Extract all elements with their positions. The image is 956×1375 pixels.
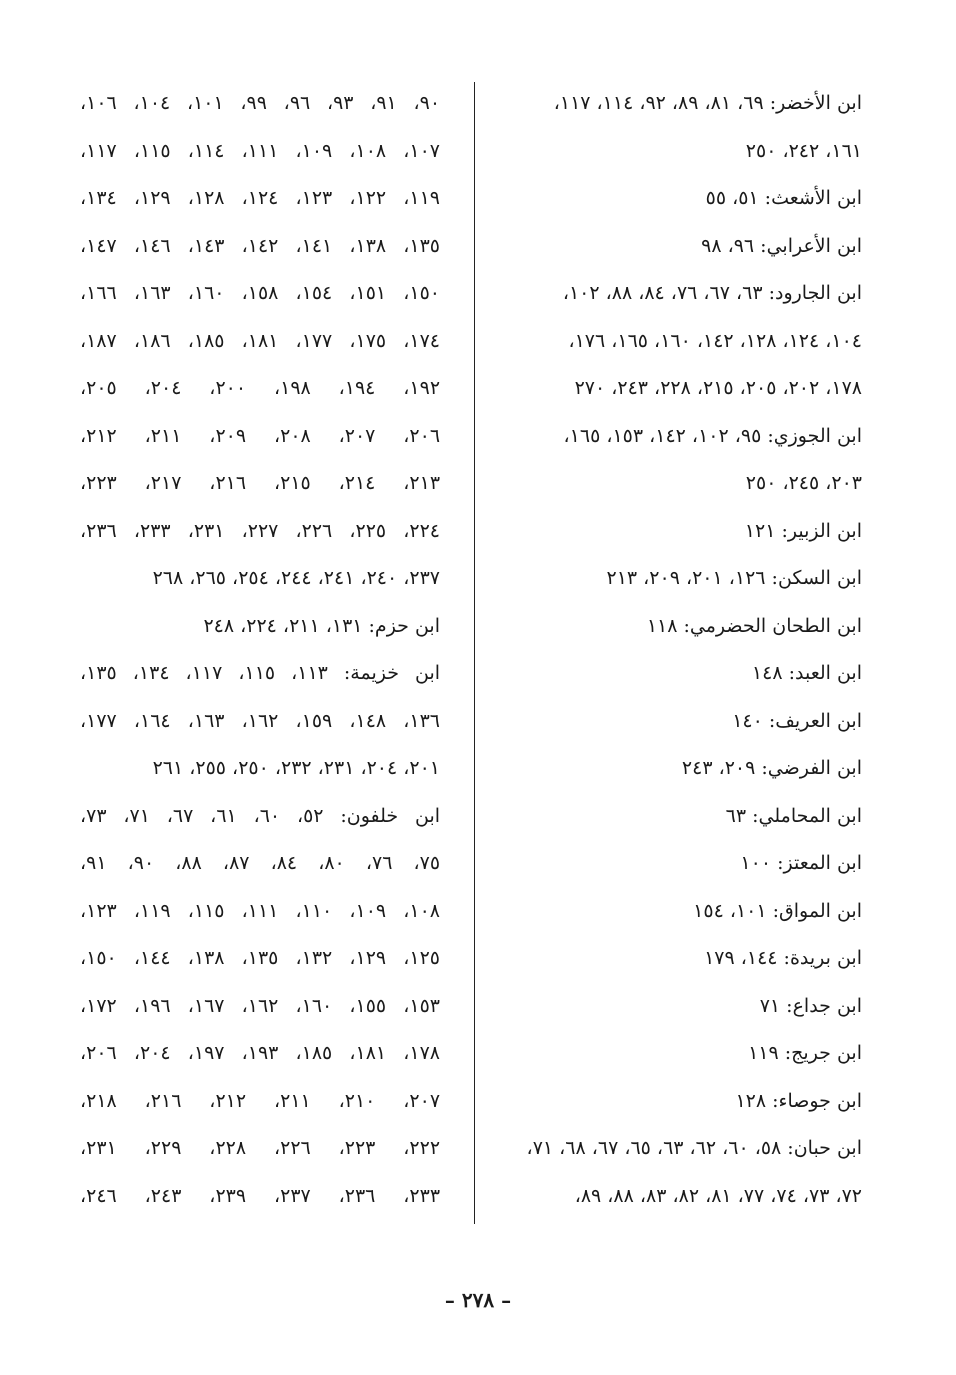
index-line: ١٠٧، ١٠٨، ١٠٩، ١١١، ١١٤، ١١٥، ١١٧، <box>80 139 440 162</box>
index-line: ١٠٨، ١٠٩، ١١٠، ١١١، ١١٥، ١١٩، ١٢٣، <box>80 899 440 922</box>
index-line: ١٩٢، ١٩٤، ١٩٨، ٢٠٠، ٢٠٤، ٢٠٥، <box>80 377 440 399</box>
index-line: ابن بريدة: ١٤٤، ١٧٩ <box>704 947 862 969</box>
index-line: ٢٠٧، ٢١٠، ٢١١، ٢١٢، ٢١٦، ٢١٨، <box>80 1089 440 1112</box>
index-line: ابن العبد: ١٤٨ <box>751 662 862 684</box>
index-line: ٢٢٢، ٢٢٣، ٢٢٦، ٢٢٨، ٢٢٩، ٢٣١، <box>80 1137 440 1159</box>
index-line: ابن الأشعث: ٥١، ٥٥ <box>705 187 862 209</box>
index-line: ابن حزم: ١٣١، ٢١١، ٢٢٤، ٢٤٨ <box>203 614 440 637</box>
index-line: ٩٠، ٩١، ٩٣، ٩٦، ٩٩، ١٠١، ١٠٤، ١٠٦، <box>80 92 440 114</box>
index-column-right <box>500 80 862 1220</box>
index-line: ١٥٣، ١٥٥، ١٦٠، ١٦٢، ١٦٧، ١٩٦، ١٧٢، <box>80 994 440 1017</box>
index-line: ابن الأعرابي: ٩٦، ٩٨ <box>701 234 862 257</box>
index-line: ١٢٥، ١٢٩، ١٣٢، ١٣٥، ١٣٨، ١٤٤، ١٥٠، <box>80 947 440 969</box>
index-line: ابن جوصاء: ١٢٨ <box>735 1089 862 1112</box>
index-line: ابن الجوزي: ٩٥، ١٠٢، ١٤٢، ١٥٣، ١٦٥، <box>563 424 862 447</box>
index-line: ١٣٦، ١٤٨، ١٥٩، ١٦٢، ١٦٣، ١٦٤، ١٧٧، <box>80 709 440 732</box>
index-line: ١٦١، ٢٤٢، ٢٥٠ <box>745 139 862 162</box>
index-line: ١٧٨، ١٨١، ١٨٥، ١٩٣، ١٩٧، ٢٠٤، ٢٠٦، <box>80 1042 440 1064</box>
index-line: ابن الزبير: ١٢١ <box>744 519 862 542</box>
index-line: ٢١٣، ٢١٤، ٢١٥، ٢١٦، ٢١٧، ٢٢٣، <box>80 472 440 494</box>
index-line: ١٥٠، ١٥١، ١٥٤، ١٥٨، ١٦٠، ١٦٣، ١٦٦، <box>80 282 440 304</box>
index-line: ١٧٨، ٢٠٢، ٢٠٥، ٢١٥، ٢٢٨، ٢٤٣، ٢٧٠ <box>574 377 862 399</box>
index-line: ٢٣٣، ٢٣٦، ٢٣٧، ٢٣٩، ٢٤٣، ٢٤٦، <box>80 1184 440 1207</box>
index-line: ابن الطحان الحضرمي: ١١٨ <box>646 614 862 637</box>
index-line: ابن خزيمة: ١١٣، ١١٥، ١١٧، ١٣٤، ١٣٥، <box>80 662 440 684</box>
index-line: ٧٥، ٧٦، ٨٠، ٨٤، ٨٧، ٨٨، ٩٠، ٩١، <box>80 852 440 874</box>
index-line: ابن العريف: ١٤٠ <box>732 709 862 732</box>
index-line: ٧٢، ٧٣، ٧٤، ٧٧، ٨١، ٨٢، ٨٣، ٨٨، ٨٩، <box>574 1184 862 1207</box>
index-line: ابن المحاملي: ٦٣ <box>725 804 862 827</box>
index-line: ٢٠٣، ٢٤٥، ٢٥٠ <box>745 472 862 494</box>
index-line: ٢٣٧، ٢٤٠، ٢٤١، ٢٤٤، ٢٥٤، ٢٦٥، ٢٦٨ <box>152 567 440 589</box>
index-line: ٢٠١، ٢٠٤، ٢٣١، ٢٣٢، ٢٥٠، ٢٥٥، ٢٦١ <box>152 757 440 779</box>
index-line: ابن الجارود: ٦٣، ٦٧، ٧٦، ٨٤، ٨٨، ١٠٢، <box>562 282 862 304</box>
index-line: ابن جداع: ٧١ <box>759 994 862 1017</box>
index-line: ابن خلفون: ٥٢، ٦٠، ٦١، ٦٧، ٧١، ٧٣، <box>80 804 440 827</box>
index-line: ٢٠٦، ٢٠٧، ٢٠٨، ٢٠٩، ٢١١، ٢١٢، <box>80 424 440 447</box>
page-number: – ٢٧٨ – <box>444 1288 512 1312</box>
index-line: ٢٢٤، ٢٢٥، ٢٢٦، ٢٢٧، ٢٣١، ٢٣٣، ٢٣٦، <box>80 519 440 542</box>
index-line: ١٧٤، ١٧٥، ١٧٧، ١٨١، ١٨٥، ١٨٦، ١٨٧، <box>80 329 440 352</box>
index-line: ١١٩، ١٢٢، ١٢٣، ١٢٤، ١٢٨، ١٢٩، ١٣٤، <box>80 187 440 209</box>
index-line: ١٣٥، ١٣٨، ١٤١، ١٤٢، ١٤٣، ١٤٦، ١٤٧، <box>80 234 440 257</box>
index-line: ابن المواق: ١٠١، ١٥٤ <box>693 899 862 922</box>
index-line: ١٠٤، ١٢٤، ١٢٨، ١٤٢، ١٦٠، ١٦٥، ١٧٦، <box>568 329 862 352</box>
index-line: ابن جريج: ١١٩ <box>748 1042 862 1064</box>
index-line: ابن الأخضر: ٦٩، ٨١، ٨٩، ٩٢، ١١٤، ١١٧، <box>553 92 862 114</box>
column-divider <box>474 82 475 1224</box>
index-column-left <box>80 80 440 1220</box>
index-line: ابن حبان: ٥٨، ٦٠، ٦٢، ٦٣، ٦٥، ٦٧، ٦٨، ٧١، <box>526 1137 862 1159</box>
index-line: ابن الفرضي: ٢٠٩، ٢٤٣ <box>681 757 862 779</box>
index-line: ابن المعتز: ١٠٠ <box>740 852 862 874</box>
index-line: ابن السكن: ١٢٦، ٢٠١، ٢٠٩، ٢١٣ <box>606 567 862 589</box>
